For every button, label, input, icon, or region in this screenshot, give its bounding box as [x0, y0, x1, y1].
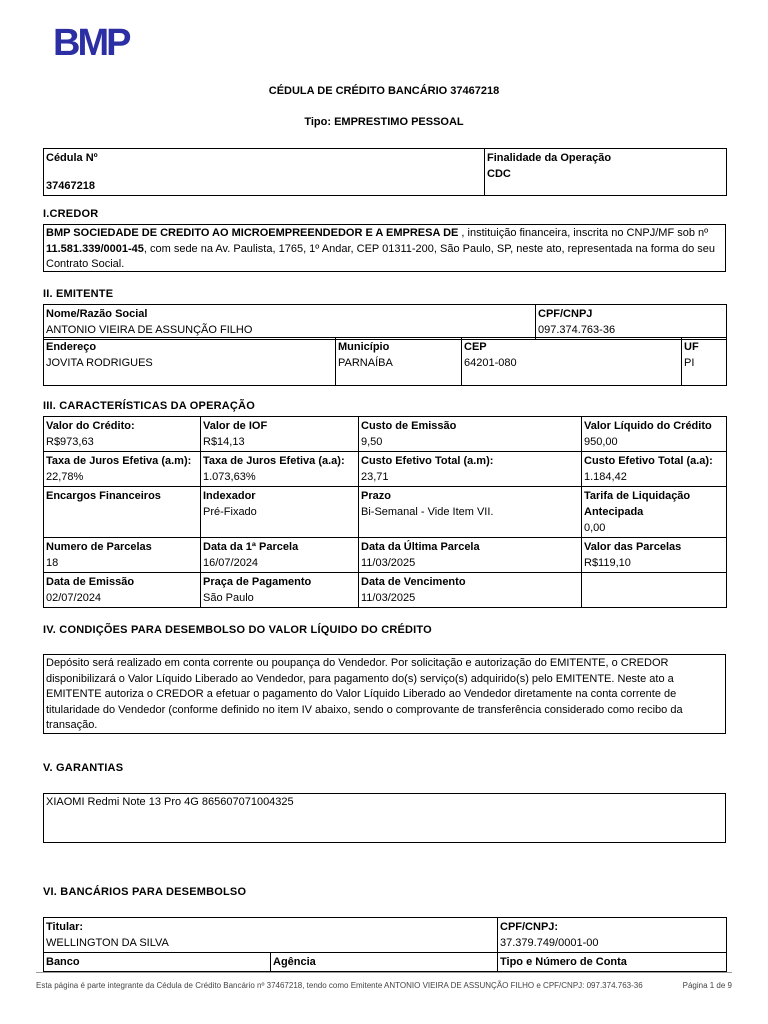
operacao-table	[43, 416, 727, 608]
operacao-cell-label: Data da Última Parcela	[361, 541, 480, 553]
municipio-label: Município	[338, 341, 390, 353]
garantias-heading: V. GARANTIAS	[43, 762, 124, 774]
operacao-cell-label: Taxa de Juros Efetiva (a.m):	[46, 455, 192, 467]
emitente-address-table	[43, 337, 727, 386]
uf-cell	[682, 338, 727, 386]
operacao-cell-label: Valor de IOF	[203, 420, 268, 432]
bancarios-cpf-value: 37.379.749/0001-00	[500, 937, 599, 949]
operacao-cell	[359, 573, 582, 608]
cedula-number-label: Cédula Nº	[46, 152, 98, 164]
garantias-box: XIAOMI Redmi Note 13 Pro 4G 865607071004325	[43, 793, 726, 843]
titular-value: WELLINGTON DA SILVA	[46, 937, 169, 949]
cedula-number-value: 37467218	[46, 180, 95, 192]
operacao-cell-value: Bi-Semanal - Vide Item VII.	[361, 506, 494, 518]
operacao-cell-label: Data da 1ª Parcela	[203, 541, 299, 553]
operacao-cell-value: 1.073,63%	[203, 471, 256, 483]
desembolso-box: Depósito será realizado em conta corrente ou poupança do Vendedor. Por solicitação e autorização do EMITENTE, o CREDOR disponibilizará o Valor Líquido Liberado ao Vendedor, para pagamento do(s) serviço(s) adquirido(s) pelo EMITENTE. Neste ato a EMITENTE autoriza o CREDOR a efetuar o pagamento do Valor Líquido Liberado ao Vendedor diretamente na conta corrente de titularidade do Vendedor (conforme definido no item IV abaixo, sendo o comprovante de transferência considerado como recibo da transação.	[43, 654, 726, 734]
operacao-cell	[201, 417, 359, 452]
emitente-cpf-value: 097.374.763-36	[538, 324, 616, 336]
titular-cell	[44, 918, 498, 953]
operacao-cell-label: Valor das Parcelas	[584, 541, 682, 553]
emitente-nome-cell2	[44, 305, 536, 340]
operacao-cell	[582, 417, 727, 452]
bancarios-cpf-cell	[498, 918, 727, 953]
emitente-heading: II. EMITENTE	[43, 288, 114, 300]
agencia-cell	[271, 953, 498, 972]
finalidade-label: Finalidade da Operação	[487, 152, 612, 164]
page-number: Página 1 de 9	[682, 981, 732, 990]
operacao-cell	[359, 487, 582, 538]
conta-label: Tipo e Número de Conta	[500, 956, 627, 968]
operacao-cell-value: São Paulo	[203, 592, 254, 604]
operacao-cell	[201, 487, 359, 538]
operacao-cell-label: Custo de Emissão	[361, 420, 457, 432]
operacao-cell-value: 0,00	[584, 522, 606, 534]
document-title: CÉDULA DE CRÉDITO BANCÁRIO 37467218	[268, 85, 500, 97]
page-footer	[36, 981, 732, 990]
operacao-cell-label: Prazo	[361, 490, 391, 502]
credor-text2: , com sede na Av. Paulista, 1765, 1º Andar, CEP 01311-200, São Paulo, SP, neste ato, representada na forma do seu Contrato Social.	[46, 242, 715, 270]
operacao-cell	[582, 452, 727, 487]
operacao-cell-value: 950,00	[584, 436, 618, 448]
bancarios-table	[43, 917, 727, 972]
operacao-cell-label: Custo Efetivo Total (a.m):	[361, 455, 494, 467]
operacao-cell-label: Praça de Pagamento	[203, 576, 312, 588]
operacao-cell-value: 9,50	[361, 436, 383, 448]
banco-cell	[44, 953, 271, 972]
operacao-cell-label: Numero de Parcelas	[46, 541, 152, 553]
uf-value: PI	[684, 357, 695, 369]
credor-heading: I.CREDOR	[43, 208, 99, 220]
banco-label: Banco	[46, 956, 80, 968]
emitente-cpf-cell	[536, 305, 727, 340]
operacao-cell-label: Encargos Financeiros	[46, 490, 161, 502]
operacao-cell-label: Tarifa de Liquidação Antecipada	[584, 490, 691, 518]
operacao-cell-label: Custo Efetivo Total (a.a):	[584, 455, 713, 467]
document-subtitle: Tipo: EMPRESTIMO PESSOAL	[304, 116, 464, 128]
operacao-cell	[44, 538, 201, 573]
operacao-cell	[582, 538, 727, 573]
operacao-cell-value: 18	[46, 557, 59, 569]
operacao-cell-value: 02/07/2024	[46, 592, 102, 604]
operacao-cell-value: 11/03/2025	[361, 592, 416, 604]
operacao-cell	[201, 452, 359, 487]
operacao-cell-value: R$973,63	[46, 436, 94, 448]
operacao-cell-value: R$14,13	[203, 436, 245, 448]
operacao-cell	[44, 487, 201, 538]
finalidade-value: CDC	[487, 168, 511, 180]
cedula-number-cell	[44, 149, 485, 196]
operacao-cell-label: Taxa de Juros Efetiva (a.a):	[203, 455, 345, 467]
operacao-cell	[201, 573, 359, 608]
municipio-value: PARNAÍBA	[338, 357, 393, 369]
bancarios-cpf-label: CPF/CNPJ:	[500, 921, 559, 933]
finalidade-cell	[485, 149, 727, 196]
cep-value: 64201-080	[464, 357, 517, 369]
footer-text: Esta página é parte integrante da Cédula de Crédito Bancário nº 37467218, tendo como Emitente ANTONIO VIEIRA DE ASSUNÇÃO FILHO e CPF/CNPJ: 097.374.763-36	[36, 981, 643, 990]
operacao-cell-label: Valor Líquido do Crédito	[584, 420, 712, 432]
operacao-cell	[359, 452, 582, 487]
operacao-row	[44, 538, 727, 573]
titular-label: Titular:	[46, 921, 84, 933]
operacao-row	[44, 487, 727, 538]
desembolso-heading: IV. CONDIÇÕES PARA DESEMBOLSO DO VALOR LÍQUIDO DO CRÉDITO	[43, 624, 432, 636]
endereco-cell	[44, 338, 336, 386]
operacao-cell-value: 16/07/2024	[203, 557, 259, 569]
operacao-cell-label: Indexador	[203, 490, 256, 502]
operacao-cell	[201, 538, 359, 573]
operacao-row	[44, 417, 727, 452]
footer-divider	[36, 972, 732, 973]
cep-label: CEP	[464, 341, 487, 353]
operacao-cell-value: 23,71	[361, 471, 389, 483]
operacao-cell-value: 1.184,42	[584, 471, 627, 483]
operacao-heading: III. CARACTERÍSTICAS DA OPERAÇÃO	[43, 400, 255, 412]
svg-text:BMP: BMP	[53, 24, 129, 60]
operacao-cell	[582, 573, 727, 608]
cep-cell	[462, 338, 682, 386]
bmp-logo	[53, 24, 153, 60]
operacao-cell	[359, 538, 582, 573]
emitente-cpf-label: CPF/CNPJ	[538, 308, 593, 320]
operacao-cell-value: 22,78%	[46, 471, 84, 483]
operacao-cell	[44, 573, 201, 608]
emitente-nome-label: Nome/Razão Social	[46, 308, 148, 320]
cedula-table	[43, 148, 727, 196]
operacao-row	[44, 573, 727, 608]
operacao-cell-value: 11/03/2025	[361, 557, 416, 569]
operacao-cell	[359, 417, 582, 452]
municipio-cell	[336, 338, 462, 386]
operacao-cell-value: Pré-Fixado	[203, 506, 257, 518]
credor-cnpj: 11.581.339/0001-45	[46, 242, 144, 255]
agencia-label: Agência	[273, 956, 316, 968]
operacao-cell-label: Data de Vencimento	[361, 576, 466, 588]
operacao-cell-label: Valor do Crédito:	[46, 420, 135, 432]
operacao-cell-label: Data de Emissão	[46, 576, 135, 588]
credor-box	[43, 224, 726, 272]
bancarios-heading: VI. BANCÁRIOS PARA DESEMBOLSO	[43, 886, 247, 898]
emitente-nome-value: ANTONIO VIEIRA DE ASSUNÇÃO FILHO	[46, 324, 253, 336]
endereco-label: Endereço	[46, 341, 97, 353]
credor-text1: , instituição financeira, inscrita no CNPJ/MF sob nº	[458, 227, 709, 239]
operacao-row	[44, 452, 727, 487]
credor-name: BMP SOCIEDADE DE CREDITO AO MICROEMPREENDEDOR E A EMPRESA DE	[46, 227, 459, 239]
operacao-cell	[44, 452, 201, 487]
uf-label: UF	[684, 341, 699, 353]
endereco-value: JOVITA RODRIGUES	[46, 357, 153, 369]
operacao-cell	[582, 487, 727, 538]
operacao-cell	[44, 417, 201, 452]
operacao-cell-value: R$119,10	[584, 557, 631, 569]
emitente-table-overlay	[43, 304, 727, 340]
conta-cell	[498, 953, 727, 972]
